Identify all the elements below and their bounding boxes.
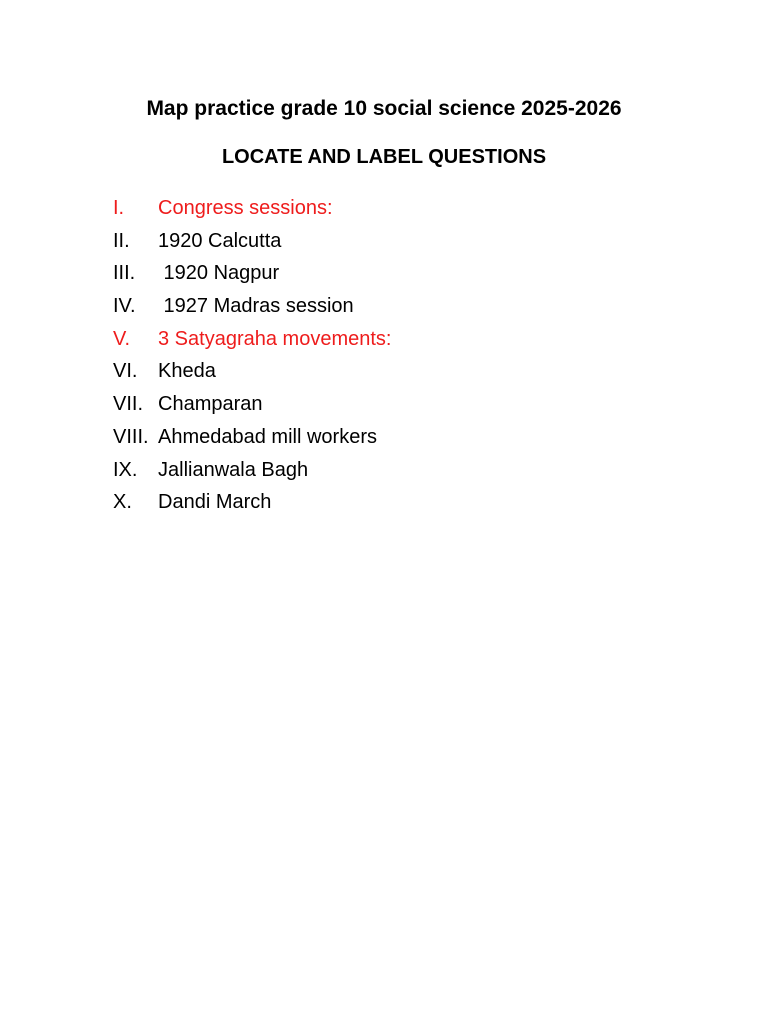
list-item-text: 1920 Nagpur — [158, 262, 280, 285]
list-item — [113, 227, 713, 260]
section-heading: LOCATE AND LABEL QUESTIONS — [221, 146, 547, 168]
list-item-text: Jallianwala Bagh — [158, 458, 309, 481]
list-item-text: 1920 Calcutta — [158, 229, 282, 252]
list-numeral: X. — [113, 491, 132, 514]
list-item — [113, 390, 713, 423]
list-numeral: II. — [113, 229, 130, 252]
list-numeral: IX. — [113, 458, 138, 481]
list-item — [113, 194, 713, 227]
list-numeral: III. — [113, 262, 136, 285]
list-item — [113, 325, 713, 358]
list-item-text: Kheda — [158, 360, 216, 383]
page-title: Map practice grade 10 social science 2025-2026 — [146, 97, 622, 120]
list-item-text: Ahmedabad mill workers — [158, 425, 377, 448]
list-item — [113, 488, 713, 521]
list-item-text: Champaran — [158, 393, 263, 416]
question-list — [113, 194, 713, 521]
list-item-text: 3 Satyagraha movements: — [158, 327, 392, 350]
list-item — [113, 423, 713, 456]
list-numeral: IV. — [113, 295, 136, 318]
list-numeral: I. — [113, 197, 125, 219]
list-numeral: VII. — [113, 393, 144, 416]
list-item-text: Dandi March — [158, 491, 272, 514]
list-item — [113, 292, 713, 325]
list-item-text: Congress sessions: — [158, 197, 333, 219]
list-item — [113, 357, 713, 390]
list-item — [113, 456, 713, 489]
list-item-text: 1927 Madras session — [158, 295, 354, 318]
list-numeral: V. — [113, 327, 131, 350]
list-numeral: VI. — [113, 360, 138, 383]
list-item — [113, 259, 713, 292]
list-numeral: VIII. — [113, 425, 149, 448]
